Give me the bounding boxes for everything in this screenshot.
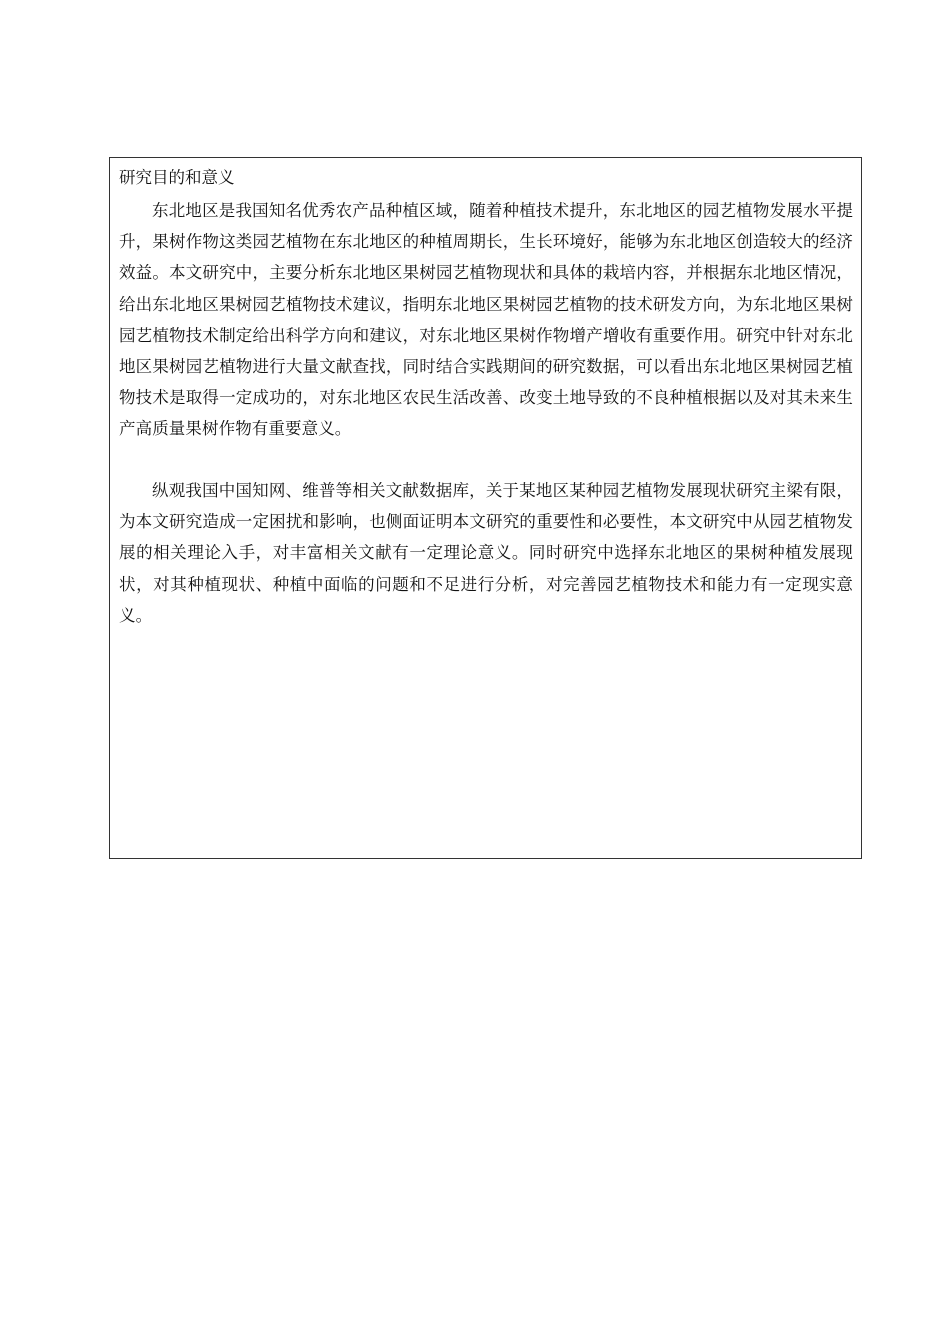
- section-title: 研究目的和意义: [119, 168, 235, 187]
- paragraph-research-purpose: 东北地区是我国知名优秀农产品种植区域，随着种植技术提升，东北地区的园艺植物发展水平提升，果树作物这类园艺植物在东北地区的种植周期长，生长环境好，能够为东北地区创造较大的经济效益。本文研究中，主要分析东北地区果树园艺植物现状和具体的栽培内容，并根据东北地区情况，给出东北地区果树园艺植物技术建议，指明东北地区果树园艺植物的技术研发方向，为东北地区果树园艺植物技术制定给出科学方向和建议，对东北地区果树作物增产增收有重要作用。研究中针对东北地区果树园艺植物进行大量文献查找，同时结合实践期间的研究数据，可以看出东北地区果树园艺植物技术是取得一定成功的，对东北地区农民生活改善、改变土地导致的不良种植根据以及对其未来生产高质量果树作物有重要意义。: [119, 201, 853, 439]
- content-frame: [109, 157, 862, 859]
- paragraph-research-significance: 纵观我国中国知网、维普等相关文献数据库，关于某地区某种园艺植物发展现状研究主梁有限，为本文研究造成一定困扰和影响，也侧面证明本文研究的重要性和必要性，本文研究中从园艺植物发展的相关理论入手，对丰富相关文献有一定理论意义。同时研究中选择东北地区的果树种植发展现状，对其种植现状、种植中面临的问题和不足进行分析，对完善园艺植物技术和能力有一定现实意义。: [119, 481, 853, 625]
